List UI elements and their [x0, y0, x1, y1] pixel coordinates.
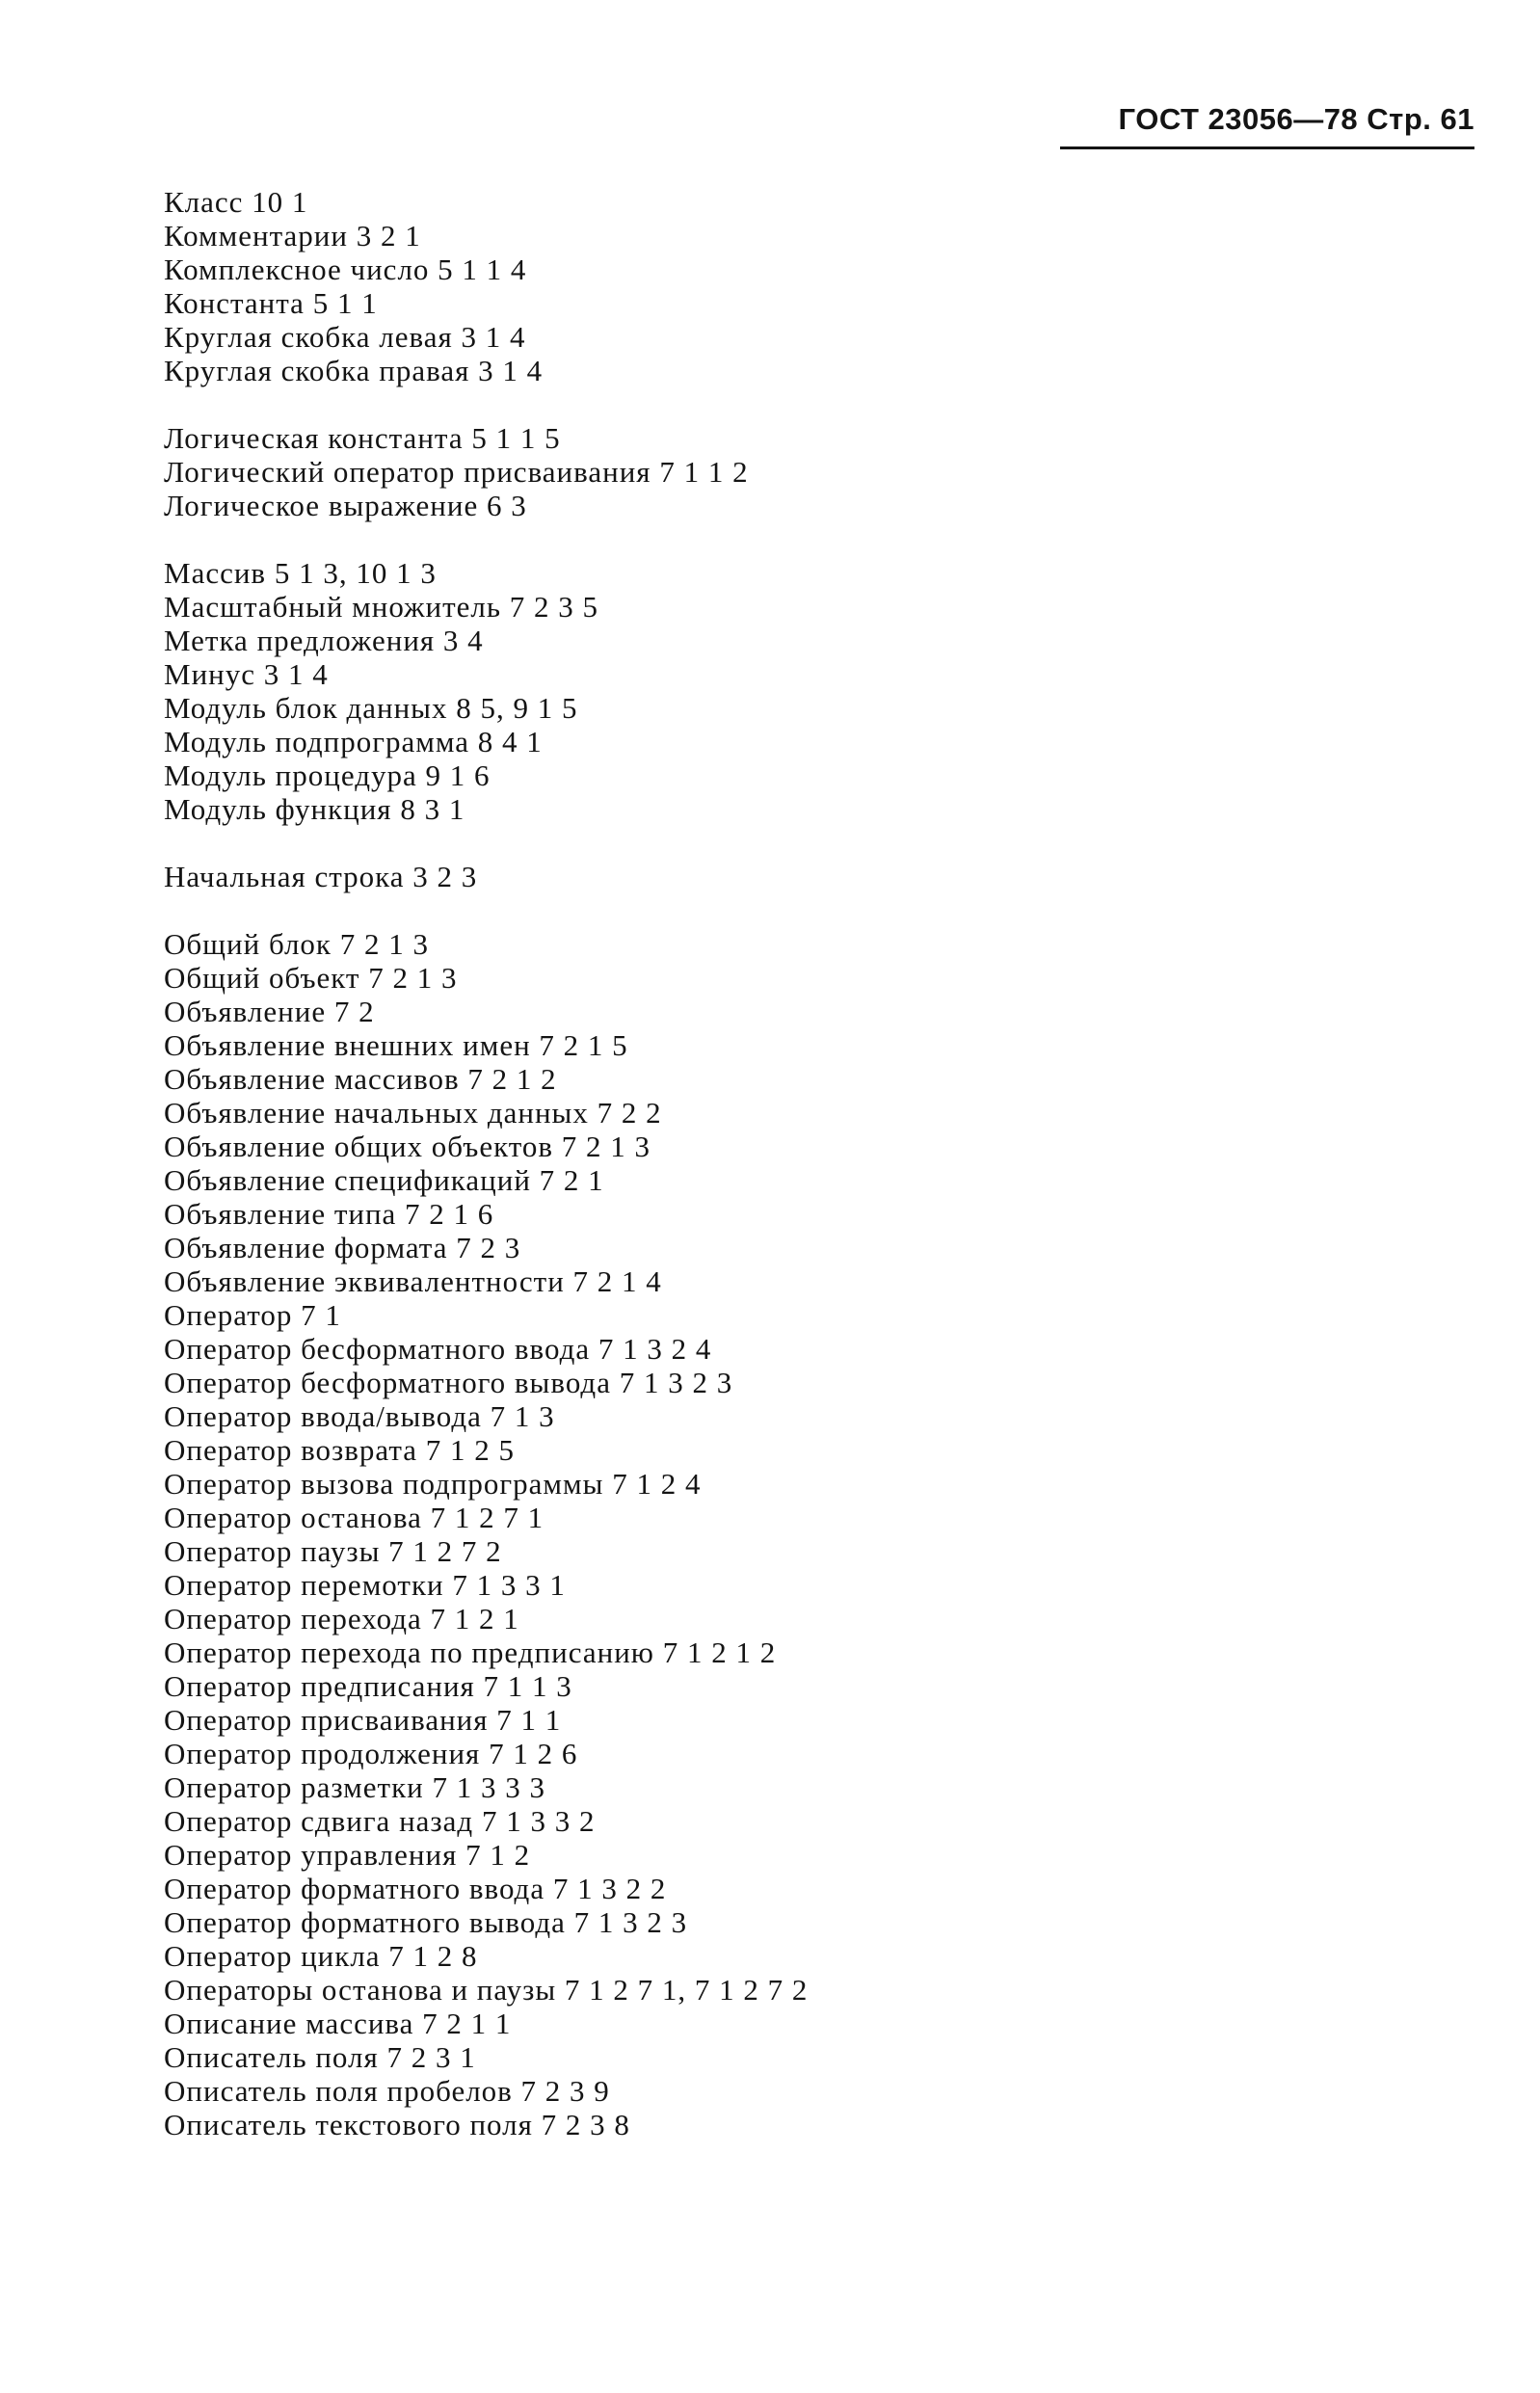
index-entry: Оператор перехода по предписанию 7 1 2 1 2: [164, 1635, 777, 1669]
index-entry: Объявление 7 2: [164, 995, 375, 1028]
index-entry: Оператор присваивания 7 1 1: [164, 1703, 562, 1737]
index-group-k: [164, 185, 1417, 387]
index-entry: Общий объект 7 2 1 3: [164, 961, 458, 995]
index-entry: Модуль подпрограмма 8 4 1: [164, 725, 543, 758]
index-entry: Оператор ввода/вывода 7 1 3: [164, 1399, 555, 1433]
index-entry: Оператор останова 7 1 2 7 1: [164, 1501, 544, 1534]
index-entry: Объявление внешних имен 7 2 1 5: [164, 1028, 628, 1062]
index-group-n: [164, 860, 1417, 893]
index-entry: Оператор бесформатного ввода 7 1 3 2 4: [164, 1332, 712, 1366]
index-entry: Объявление типа 7 2 1 6: [164, 1197, 494, 1231]
index-group-o: [164, 927, 1417, 2141]
index-entry: Операторы останова и паузы 7 1 2 7 1, 7 1 2 7 2: [164, 1973, 809, 2007]
index-entry: Класс 10 1: [164, 185, 308, 219]
index-entry: Минус 3 1 4: [164, 657, 329, 691]
index-entry: Оператор перемотки 7 1 3 3 1: [164, 1568, 566, 1602]
index-entry: Оператор управления 7 1 2: [164, 1838, 531, 1872]
index-entry: Оператор паузы 7 1 2 7 2: [164, 1534, 502, 1568]
index-entry: Оператор перехода 7 1 2 1: [164, 1602, 519, 1635]
index-entry: Объявление массивов 7 2 1 2: [164, 1062, 557, 1096]
index-entry: Круглая скобка правая 3 1 4: [164, 354, 544, 387]
index-entry: Описание массива 7 2 1 1: [164, 2007, 512, 2040]
index-entry: Объявление эквивалентности 7 2 1 4: [164, 1264, 662, 1298]
index-entry: Оператор форматного ввода 7 1 3 2 2: [164, 1872, 667, 1905]
index-entry: Описатель поля пробелов 7 2 3 9: [164, 2074, 610, 2108]
index-entry: Объявление общих объектов 7 2 1 3: [164, 1130, 651, 1163]
index-entry: Константа 5 1 1: [164, 286, 378, 320]
index-entry: Описатель поля 7 2 3 1: [164, 2040, 476, 2074]
index-entry: Объявление начальных данных 7 2 2: [164, 1096, 662, 1130]
index-entry: Оператор предписания 7 1 1 3: [164, 1669, 572, 1703]
index-entry: Оператор цикла 7 1 2 8: [164, 1939, 478, 1973]
index-entry: Описатель текстового поля 7 2 3 8: [164, 2108, 630, 2141]
index-entry: Объявление спецификаций 7 2 1: [164, 1163, 604, 1197]
index-entry: Общий блок 7 2 1 3: [164, 927, 429, 961]
index-entry: Круглая скобка левая 3 1 4: [164, 320, 526, 354]
index-entry: Логический оператор присваивания 7 1 1 2: [164, 455, 749, 489]
index-entry: Оператор вызова подпрограммы 7 1 2 4: [164, 1467, 702, 1501]
index-entry: Оператор продолжения 7 1 2 6: [164, 1737, 578, 1770]
index-entry: Комментарии 3 2 1: [164, 219, 421, 253]
index-entry: Массив 5 1 3, 10 1 3: [164, 556, 437, 590]
index-entry: Метка предложения 3 4: [164, 624, 484, 657]
index-entry: Оператор разметки 7 1 3 3 3: [164, 1770, 545, 1804]
index-entry: Модуль блок данных 8 5, 9 1 5: [164, 691, 578, 725]
index-entry: Логическое выражение 6 3: [164, 489, 527, 522]
index-entry: Масштабный множитель 7 2 3 5: [164, 590, 599, 624]
index-entry: Оператор возврата 7 1 2 5: [164, 1433, 516, 1467]
index-entry: Начальная строка 3 2 3: [164, 860, 478, 893]
index-entry: Логическая константа 5 1 1 5: [164, 421, 561, 455]
index-entry: Оператор 7 1: [164, 1298, 341, 1332]
index-entry: Модуль процедура 9 1 6: [164, 758, 491, 792]
index-group-l: [164, 421, 1417, 522]
index-entry: Оператор сдвига назад 7 1 3 3 2: [164, 1804, 596, 1838]
page-header: ГОСТ 23056—78 Стр. 61: [1060, 104, 1474, 149]
index-entry: Оператор бесформатного вывода 7 1 3 2 3: [164, 1366, 733, 1399]
index-entry: Оператор форматного вывода 7 1 3 2 3: [164, 1905, 688, 1939]
index-entry: Модуль функция 8 3 1: [164, 792, 465, 826]
index-group-m: [164, 556, 1417, 826]
subject-index: [164, 185, 1417, 2141]
index-entry: Объявление формата 7 2 3: [164, 1231, 521, 1264]
index-entry: Комплексное число 5 1 1 4: [164, 253, 527, 286]
